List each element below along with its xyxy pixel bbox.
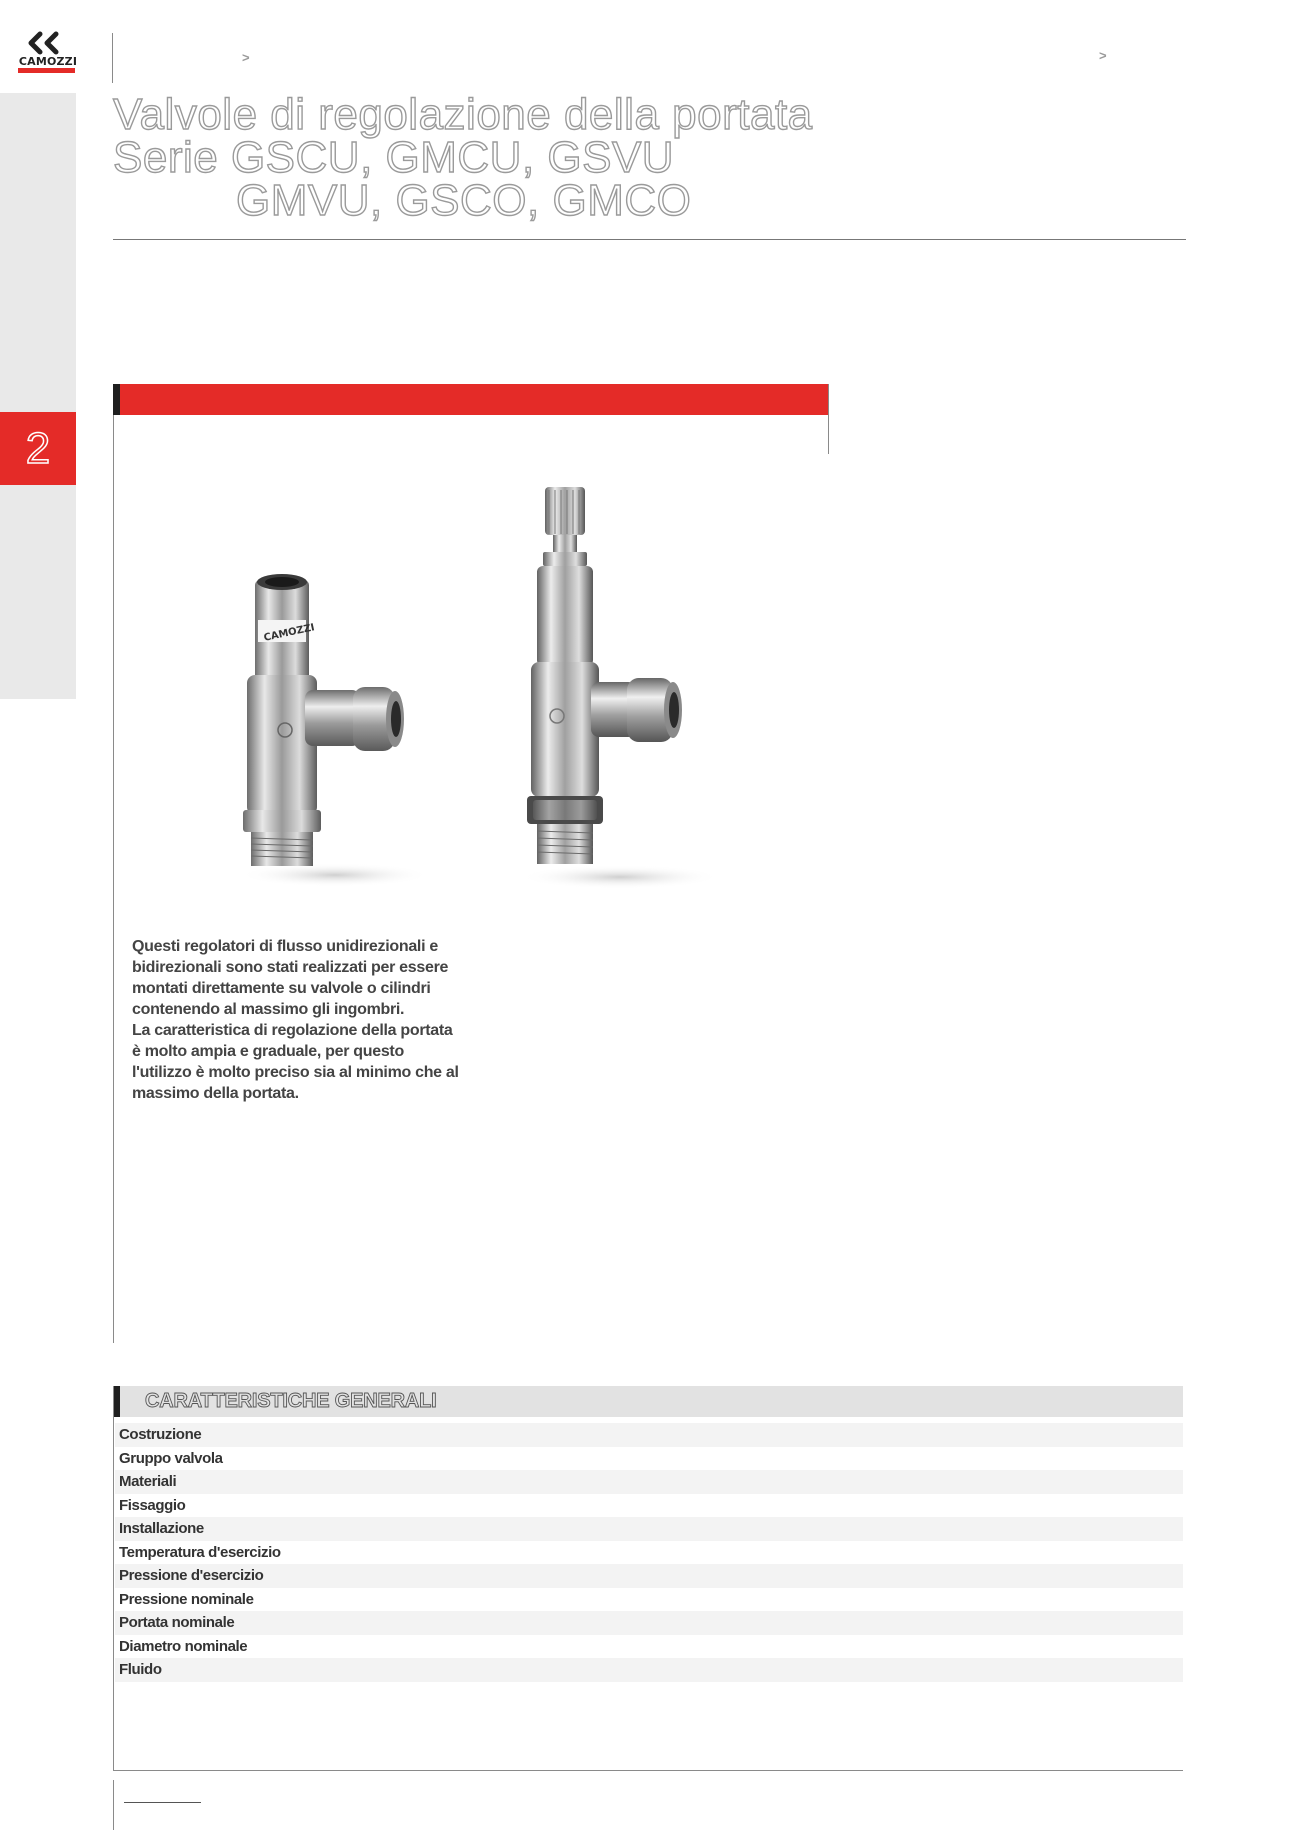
header-divider	[112, 33, 113, 83]
page-title-line-3: GMVU, GSCO, GMCO	[236, 176, 692, 225]
flow-regulator-short-icon	[225, 570, 435, 890]
table-row: Materiali	[115, 1470, 1183, 1494]
product-brand-mark: CAMOZZI	[262, 622, 316, 644]
table-row: Temperatura d'esercizio	[115, 1541, 1183, 1565]
description-paragraph-1: Questi regolatori di flusso unidirezionali e bidirezionali sono stati realizzati per essere montati direttamente su valvole o cilindri contenendo al massimo gli ingombri.	[132, 938, 449, 1018]
section-number: 2	[25, 424, 51, 473]
table-row: Portata nominale	[115, 1611, 1183, 1635]
table-row: Diametro nominale	[115, 1635, 1183, 1659]
flow-regulator-knurled-screw-icon	[505, 482, 735, 892]
characteristics-header-edge	[113, 1386, 120, 1417]
chapter-sidebar	[0, 93, 76, 699]
table-row: Costruzione	[115, 1423, 1183, 1447]
product-banner	[113, 384, 829, 415]
table-row: Installazione	[115, 1517, 1183, 1541]
product-description	[132, 936, 462, 1104]
table-row: Fluido	[115, 1658, 1183, 1682]
footer-divider	[113, 1780, 114, 1830]
table-row: Pressione nominale	[115, 1588, 1183, 1612]
banner-right-rule	[828, 384, 829, 454]
table-row: Gruppo valvola	[115, 1447, 1183, 1471]
description-paragraph-2: La caratteristica di regolazione della portata è molto ampia e graduale, per questo l'utilizzo è molto preciso sia al minimo che al massimo della portata.	[132, 1022, 459, 1102]
breadcrumb-arrow-left[interactable]: >	[242, 50, 250, 65]
content-left-rule	[113, 415, 114, 1343]
characteristics-title: CARATTERISTICHE GENERALI	[145, 1390, 437, 1412]
page-title-line-2: Serie GSCU, GMCU, GSVU	[113, 133, 675, 182]
product-banner-edge	[113, 384, 120, 415]
footer-rule	[113, 1770, 1183, 1771]
breadcrumb-arrow-right[interactable]: >	[1099, 48, 1107, 63]
footer-page-rule	[124, 1802, 201, 1803]
brand-name: CAMOZZI	[18, 55, 78, 68]
table-row: Pressione d'esercizio	[115, 1564, 1183, 1588]
brand-bar	[18, 68, 75, 73]
page-title-line-1: Valvole di regolazione della portata	[113, 90, 813, 139]
title-underline	[113, 239, 1186, 240]
characteristics-table	[115, 1423, 1183, 1682]
table-left-rule	[113, 1386, 114, 1771]
table-row: Fissaggio	[115, 1494, 1183, 1518]
